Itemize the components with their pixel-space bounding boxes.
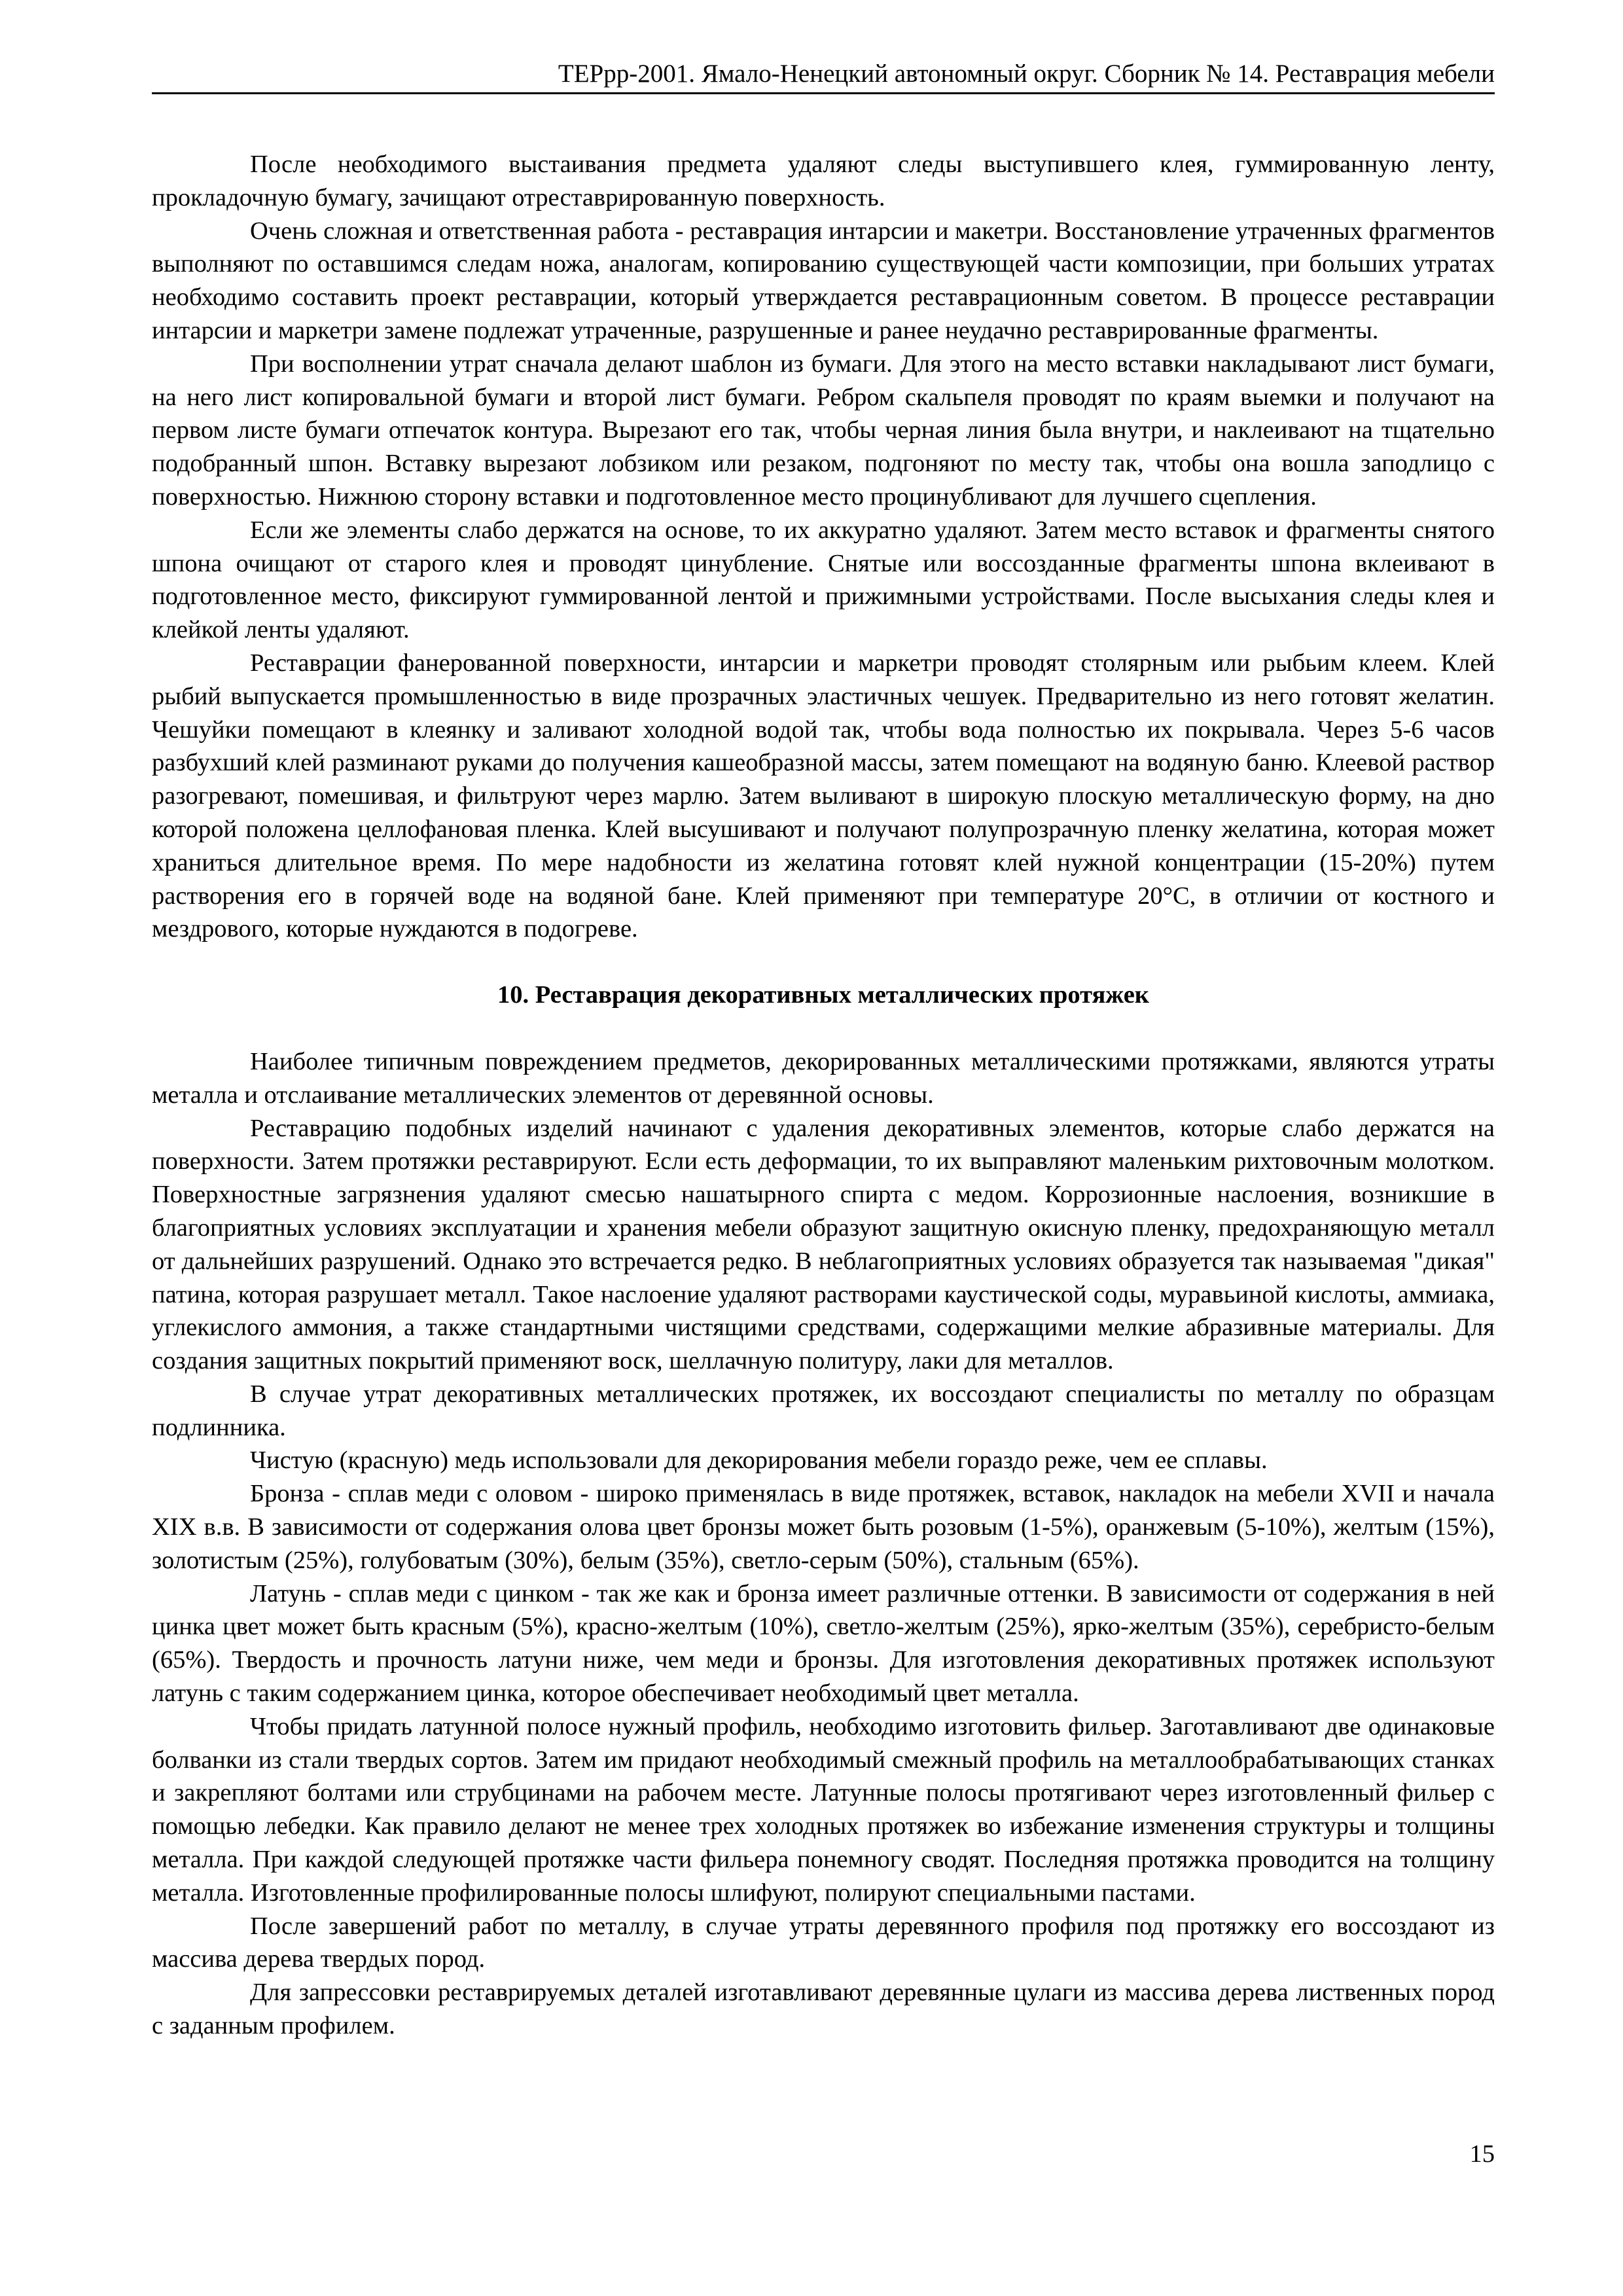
paragraph: Чтобы придать латунной полосе нужный профиль, необходимо изготовить фильер. Заготавливают две одинаковые болванки из стали твердых сортов. Затем им придают необходимый смежный профиль на металлообрабатывающих станках и закрепляют болтами или струбцинами на рабочем месте. Латунные полосы протягивают через изготовленный фильер с помощью лебедки. Как правило делают не менее трех холодных протяжек во избежание изменения структуры и толщины металла. При каждой следующей протяжке части фильера понемногу сводят. Последняя протяжка проводится на толщину металла. Изготовленные профилированные полосы шлифуют, полируют специальными пастами. bbox=[152, 1712, 1495, 1907]
paragraph: Латунь - сплав меди с цинком - так же как и бронза имеет различные оттенки. В зависимости от содержания в ней цинка цвет может быть красным (5%), красно-желтым (10%), светло-желтым (25%), ярко-желтым (35%), серебристо-белым (65%). Твердость и прочность латуни ниже, чем меди и бронзы. Для изготовления декоративных протяжек используют латунь с таким содержанием цинка, которое обеспечивает необходимый цвет металла. bbox=[152, 1579, 1495, 1708]
document-body bbox=[152, 148, 1495, 2043]
paragraph: Чистую (красную) медь использовали для декорирования мебели гораздо реже, чем ее сплавы. bbox=[250, 1446, 1268, 1475]
page-number: 15 bbox=[1469, 2140, 1495, 2168]
paragraph: Реставрацию подобных изделий начинают с удаления декоративных элементов, которые слабо держатся на поверхности. Затем протяжки реставрируют. Если есть деформации, то их выправляют маленьким рихтовочным молотком. Поверхностные загрязнения удаляют смесью нашатырного спирта с медом. Коррозионные наслоения, возникшие в благоприятных условиях эксплуатации и хранения мебели образуют защитную окисную пленку, предохраняющую металл от дальнейших разрушений. Однако это встречается редко. В неблагоприятных условиях образуется так называемая "дикая" патина, которая разрушает металл. Такое наслоение удаляют растворами каустической соды, муравьиной кислоты, аммиака, углекислого аммония, а также стандартными чистящими средствами, содержащими мелкие абразивные материалы. Для создания защитных покрытий применяют воск, шеллачную политуру, лаки для металлов. bbox=[152, 1114, 1495, 1375]
paragraph: Бронза - сплав меди с оловом - широко применялась в виде протяжек, вставок, накладок на мебели XVII и начала XIX в.в. В зависимости от содержания олова цвет бронзы может быть розовым (1-5%), оранжевым (5-10%), желтым (15%), золотистым (25%), голубоватым (30%), белым (35%), светло-серым (50%), стальным (65%). bbox=[152, 1480, 1495, 1574]
paragraph: Очень сложная и ответственная работа - реставрация интарсии и макетри. Восстановление утраченных фрагментов выполняют по оставшимся следам ножа, аналогам, копированию существующей части композиции, при больших утратах необходимо составить проект реставрации, который утверждается реставрационным советом. В процессе реставрации интарсии и маркетри замене подлежат утраченные, разрушенные и ранее неудачно реставрированные фрагменты. bbox=[152, 217, 1495, 344]
paragraph: Если же элементы слабо держатся на основе, то их аккуратно удаляют. Затем место вставок и фрагменты снятого шпона очищают от старого клея и проводят цинубление. Снятые или воссозданные фрагменты шпона вклеивают в подготовленное место, фиксируют гуммированной лентой и прижимными устройствами. После высыхания следы клея и клейкой ленты удаляют. bbox=[152, 516, 1495, 644]
paragraph: После необходимого выстаивания предмета удаляют следы выступившего клея, гуммированную ленту, прокладочную бумагу, зачищают отреставрированную поверхность. bbox=[152, 151, 1495, 211]
paragraph: После завершений работ по металлу, в случае утраты деревянного профиля под протяжку его воссоздают из массива дерева твердых пород. bbox=[152, 1912, 1495, 1973]
paragraph: Наиболее типичным повреждением предметов, декорированных металлическими протяжками, являются утраты металла и отслаивание металлических элементов от деревянной основы. bbox=[152, 1047, 1495, 1109]
section-heading: 10. Реставрация декоративных металлических протяжек bbox=[497, 981, 1149, 1009]
paragraph: В случае утрат декоративных металлических протяжек, их воссоздают специалисты по металлу по образцам подлинника. bbox=[152, 1380, 1495, 1441]
header-title: ТЕРрр-2001. Ямало-Ненецкий автономный округ. Сборник № 14. Реставрация мебели bbox=[558, 60, 1495, 88]
paragraph: Для запрессовки реставрируемых деталей изготавливают деревянные цулаги из массива дерева лиственных пород с заданным профилем. bbox=[152, 1979, 1495, 2040]
running-header bbox=[152, 58, 1495, 94]
paragraph: Реставрации фанерованной поверхности, интарсии и маркетри проводят столярным или рыбьим клеем. Клей рыбий выпускается промышленностью в виде прозрачных эластичных чешуек. Предварительно из него готовят желатин. Чешуйки помещают в клеянку и заливают холодной водой так, чтобы вода полностью их покрывала. Через 5-6 часов разбухший клей разминают руками до получения кашеобразной массы, затем помещают на водяную баню. Клеевой раствор разогревают, помешивая, и фильтруют через марлю. Затем выливают в широкую плоскую металлическую форму, на дно которой положена целлофановая пленка. Клей высушивают и получают полупрозрачную пленку желатина, которая может храниться длительное время. По мере надобности из желатина готовят клей нужной концентрации (15-20%) путем растворения его в горячей воде на водяной бане. Клей применяют при температуре 20°С, в отличии от костного и мездрового, которые нуждаются в подогреве. bbox=[152, 649, 1495, 943]
paragraph: При восполнении утрат сначала делают шаблон из бумаги. Для этого на место вставки накладывают лист бумаги, на него лист копировальной бумаги и второй лист бумаги. Ребром скальпеля проводят по краям выемки и получают на первом листе бумаги отпечаток контура. Вырезают его так, чтобы черная линия была внутри, и наклеивают на тщательно подобранный шпон. Вставку вырезают лобзиком или резаком, подгоняют по месту так, чтобы она вошла заподлицо с поверхностью. Нижнюю сторону вставки и подготовленное место процинубливают для лучшего сцепления. bbox=[152, 350, 1495, 511]
